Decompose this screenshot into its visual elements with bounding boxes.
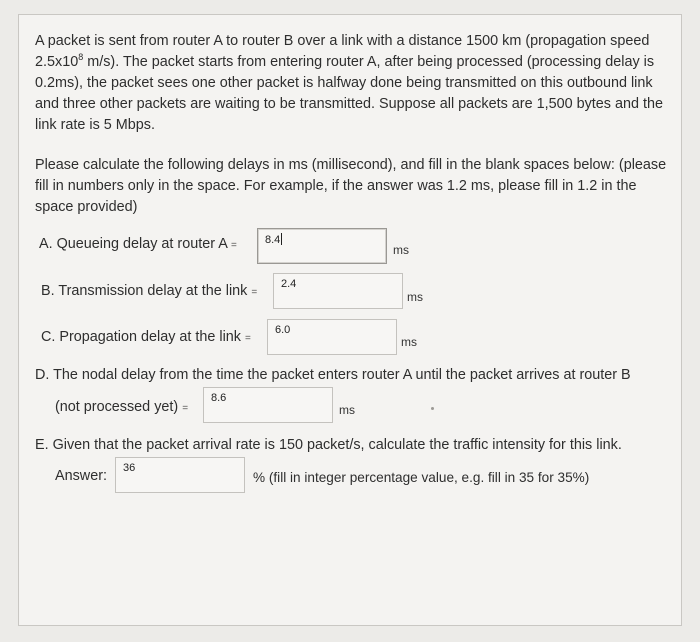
question-d-label-line2 [55, 399, 188, 415]
question-a-input[interactable] [257, 228, 387, 264]
instructions: Please calculate the following delays in ms (millisecond), and fill in the blank spaces below: (please fill in numbers only in the space. For example, if the answer was 1.2 ms, please fill in 1.2 in the space provided) [35, 157, 667, 215]
question-d-input[interactable] [203, 387, 333, 423]
question-a-equals: = [231, 240, 237, 251]
question-a-unit: ms [393, 243, 409, 257]
question-c-text: C. Propagation delay at the link [41, 329, 241, 345]
question-a-value: 8.4 [265, 234, 281, 246]
question-e-value: 36 [123, 462, 136, 474]
question-b-text: B. Transmission delay at the link [41, 283, 248, 299]
question-b-unit: ms [407, 290, 423, 304]
question-a-label [39, 236, 237, 252]
question-e-label: E. Given that the packet arrival rate is 150 packet/s, calculate the traffic intensity for this link. [35, 437, 622, 453]
question-b-equals: = [251, 287, 258, 298]
question-b-input[interactable] [273, 273, 403, 309]
question-d-value: 8.6 [211, 392, 227, 404]
question-e-input[interactable] [115, 457, 245, 493]
question-d-unit: ms [339, 403, 355, 417]
question-a-text: A. Queueing delay at router A [39, 236, 228, 252]
question-c-equals: = [245, 333, 251, 344]
text-caret [281, 233, 282, 245]
question-c-value: 6.0 [275, 324, 291, 336]
question-c-unit: ms [401, 335, 417, 349]
question-b-value: 2.4 [281, 278, 297, 290]
question-e-hint: % (fill in integer percentage value, e.g. fill in 35 for 35%) [253, 470, 590, 485]
exponent: 8 [78, 52, 84, 63]
question-d-label-line1: D. The nodal delay from the time the packet enters router A until the packet arrives at router B [35, 367, 631, 383]
question-c-input[interactable] [267, 319, 397, 355]
question-d-equals: = [182, 403, 189, 414]
question-card [18, 14, 682, 626]
problem-intro-end: m/s). The packet starts from entering router A, after being processed (processing delay is 0.2ms), the packet sees one other packet is halfway done being transmitted on this outbound link and three other packets are waiting to be transmitted. Suppose all packets are 1,500 bytes and the link rate is 5 Mbps. [35, 54, 663, 133]
stray-mark [431, 407, 434, 410]
question-e-answer-label: Answer: [55, 468, 107, 484]
question-b-label [41, 283, 257, 299]
question-c-label [41, 329, 251, 345]
question-d-text: (not processed yet) [55, 399, 179, 415]
problem-intro-start: A packet is sent from router A to router B over a link with a distance 1500 km (propagation speed 2.5x10 [35, 33, 650, 70]
problem-statement [35, 31, 675, 136]
